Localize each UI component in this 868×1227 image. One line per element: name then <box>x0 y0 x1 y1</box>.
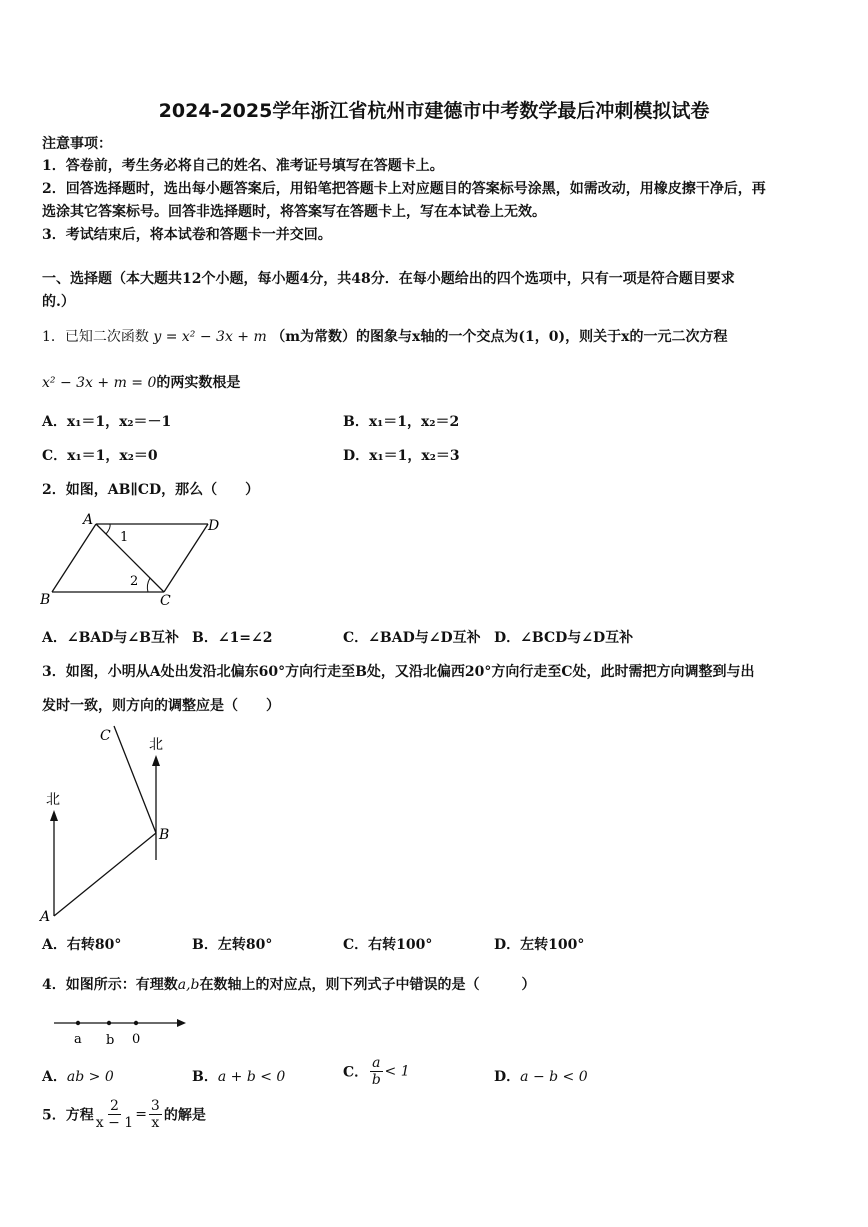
option-b-expr: a + b < 0 <box>217 1069 286 1085</box>
q5-equals: = <box>135 1106 147 1123</box>
q4-prefix: 4．如图所示：有理数 <box>42 977 178 993</box>
label-A: A <box>83 512 94 528</box>
fraction-denominator: b <box>371 1072 381 1088</box>
question-3-stem: 3．如图，小明从A处出发沿北偏东60°方向行走至B处，又沿北偏西20°方向行走至C处，此时需把方向调整到与出 <box>42 664 755 680</box>
option-letter: C． <box>343 1064 369 1081</box>
angle-2-label: 2 <box>130 574 139 589</box>
q1-equation-suffix: 的两实数根是 <box>156 375 241 391</box>
option-a[interactable] <box>42 1066 114 1086</box>
fraction-denominator: x <box>151 1115 160 1131</box>
question-5-stem <box>42 1098 206 1131</box>
option-c[interactable]: C．右转100° <box>343 937 433 953</box>
label-B: B <box>159 827 170 843</box>
direction-figure <box>36 722 186 927</box>
option-b[interactable]: B．∠1=∠2 <box>192 630 273 646</box>
section-heading-cont: 的.） <box>42 294 75 310</box>
option-b[interactable] <box>192 1066 285 1086</box>
option-a[interactable]: A．x₁＝1，x₂＝－1 <box>42 414 172 430</box>
q4-suffix: 在数轴上的对应点，则下列式子中错误的是（ ） <box>199 977 536 993</box>
axis-label-0: 0 <box>132 1032 141 1047</box>
option-letter: B． <box>192 1069 218 1085</box>
option-a-expr: ab > 0 <box>66 1069 114 1085</box>
question-1-equation <box>42 372 240 392</box>
fraction-denominator: x − 1 <box>95 1115 134 1131</box>
option-c-fraction <box>370 1055 382 1088</box>
option-d[interactable] <box>494 1066 588 1086</box>
north-label-b: 北 <box>149 737 163 753</box>
q1-prefix: 1．已知二次函数 <box>42 329 149 345</box>
label-D: D <box>208 518 220 534</box>
fraction-numerator: 2 <box>110 1098 119 1114</box>
question-3-stem-cont: 发时一致，则方向的调整应是（ ） <box>42 698 280 714</box>
option-a[interactable]: A．右转80° <box>42 937 122 953</box>
q5-fraction-left <box>96 1098 133 1131</box>
question-4-stem <box>42 974 536 994</box>
option-c[interactable] <box>343 1055 410 1088</box>
q5-prefix: 5．方程 <box>42 1107 94 1124</box>
option-d[interactable]: D．∠BCD与∠D互补 <box>494 630 634 646</box>
option-c[interactable]: C．x₁＝1，x₂＝0 <box>42 448 158 464</box>
notice-item: 1．答卷前，考生务必将自己的姓名、准考证号填写在答题卡上。 <box>42 158 444 174</box>
option-c-rhs: < 1 <box>384 1063 410 1080</box>
option-letter: D． <box>494 1069 521 1085</box>
axis-label-b: b <box>106 1033 115 1047</box>
axis-label-a: a <box>74 1032 82 1047</box>
question-1-stem <box>42 326 727 346</box>
number-line-figure <box>50 1013 190 1047</box>
option-d[interactable]: D．x₁＝1，x₂＝3 <box>343 448 460 464</box>
q1-suffix: （m为常数）的图象与x轴的一个交点为(1，0)，则关于x的一元二次方程 <box>271 329 728 345</box>
fraction-numerator: 3 <box>150 1098 160 1114</box>
option-a[interactable]: A．∠BAD与∠B互补 <box>42 630 179 646</box>
q4-vars: a,b <box>177 977 200 993</box>
page-title: 2024-2025学年浙江省杭州市建德市中考数学最后冲刺模拟试卷 <box>158 100 710 122</box>
q5-fraction-right <box>149 1098 162 1131</box>
label-A: A <box>40 909 51 925</box>
section-heading: 一、选择题（本大题共12个小题，每小题4分，共48分．在每小题给出的四个选项中，只有一项是符合题目要求 <box>42 271 735 287</box>
parallelogram-figure <box>40 510 230 610</box>
option-b[interactable]: B．x₁＝1，x₂＝2 <box>343 414 460 430</box>
question-2-stem: 2．如图，AB∥CD，那么（ ） <box>42 482 260 498</box>
angle-1-label: 1 <box>120 530 129 545</box>
option-d[interactable]: D．左转100° <box>494 937 585 953</box>
fraction-numerator: a <box>372 1055 381 1071</box>
option-c[interactable]: C．∠BAD与∠D互补 <box>343 630 481 646</box>
option-d-expr: a − b < 0 <box>520 1069 588 1085</box>
q5-suffix: 的解是 <box>163 1107 206 1124</box>
notice-item: 2．回答选择题时，选出每小题答案后，用铅笔把答题卡上对应题目的答案标号涂黑，如需改动，用橡皮擦干净后，再 <box>42 181 766 197</box>
label-C: C <box>160 593 171 609</box>
label-C: C <box>100 728 111 744</box>
north-label-a: 北 <box>46 792 60 808</box>
label-B: B <box>40 592 51 608</box>
notice-item: 3．考试结束后，将本试卷和答题卡一并交回。 <box>42 227 332 243</box>
notice-item: 选涂其它答案标号。回答非选择题时，将答案写在答题卡上，写在本试卷上无效。 <box>42 204 546 220</box>
option-letter: A． <box>42 1069 67 1085</box>
q1-equation: x² − 3x + m = 0 <box>42 375 157 391</box>
q1-formula: y = x² − 3x + m <box>153 329 267 345</box>
option-b[interactable]: B．左转80° <box>192 937 273 953</box>
notice-heading: 注意事项： <box>42 136 112 152</box>
